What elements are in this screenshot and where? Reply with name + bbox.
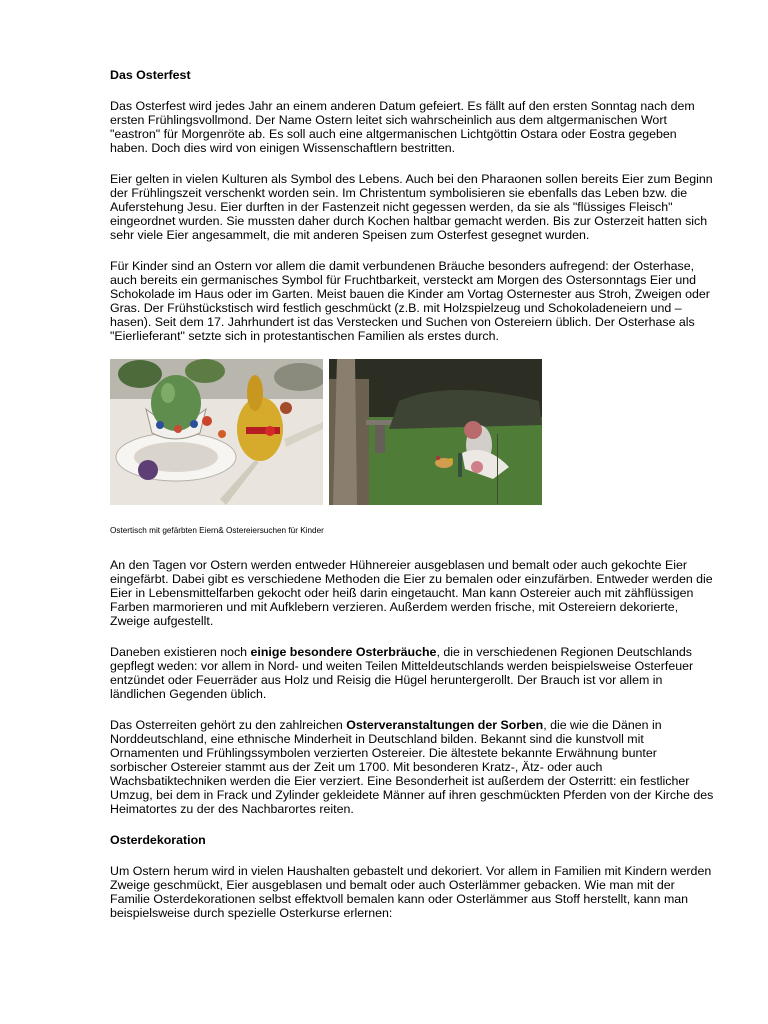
paragraph-decoration: Um Ostern herum wird in vielen Haushalten gebastelt und dekoriert. Vor allem in Familien mit Kindern werden Zweige geschmückt, Eier ausgeblasen und bemalt oder auch Osterlämmer gebacken. Wie man mit der Familie Osterdekorationen selbst effektvoll bemalen kann oder Osterlämmer aus Stoff herstellt, kann man beispielsweise durch spezielle Osterkurse erlernen: — [110, 864, 712, 921]
document-page — [110, 68, 715, 920]
paragraph-eggs: Eier gelten in vielen Kulturen als Symbol des Lebens. Auch bei den Pharaonen sollen bereits Eier zum Beginn der Frühlingszeit verschenkt worden sein. Im Christentum symbolisieren sie ebenfalls das Leben bzw. die Auferstehung Jesu. Eier durften in der Fastenzeit nicht gegessen werden, da sie als "flüssiges Fleisch" eingeordnet wurden. Sie mussten daher durch Kochen haltbar gemacht werden. Bis zur Osterzeit hatten sich sehr viele Eier angesammelt, die mit anderen Speisen zum Osterfest gesegnet wurden. — [110, 172, 713, 242]
text-before: Daneben existieren noch — [110, 645, 251, 660]
paragraph-painting: An den Tagen vor Ostern werden entweder Hühnereier ausgeblasen und bemalt oder auch gekochte Eier eingefärbt. Dabei gibt es verschiedene Methoden die Eier zu bemalen oder einzufärben. Entweder werden die Eier in Lebensmittelfarben gekocht oder heiß darin eingetaucht. Man kann Ostereier auch mit zähflüssigen Farben marmorieren und mit Aufklebern verzieren. Außerdem werden frische, mit Ostereiern dekorierte, Zweige aufgestellt. — [110, 558, 713, 629]
paragraph-intro: Das Osterfest wird jedes Jahr an einem anderen Datum gefeiert. Es fällt auf den ersten Sonntag nach dem ersten Frühlingsvollmond. Der Name Ostern leitet sich wahrscheinlich aus dem altgermanischen Wort "eastron" für Morgenröte ab. Es soll auch eine altgermanischen Lichtgöttin Ostara oder Eostra gegeben haben. Doch dies wird von einigen Wissenschaftlern bestritten. — [110, 99, 695, 155]
paragraph-customs — [110, 645, 715, 701]
photo-row — [110, 359, 715, 505]
text-before: Das Osterreiten gehört zu den zahlreichen — [110, 718, 347, 733]
section-heading: Osterdekoration — [110, 833, 206, 848]
easter-table-photo — [110, 359, 323, 505]
paragraph-sorbs — [110, 718, 715, 816]
page-title: Das Osterfest — [110, 68, 191, 82]
text-after: , die wie die Dänen in Norddeutschland, eine ethnische Minderheit in Deutschland bilden. Bekannt sind die kunstvoll mit Ornamenten und Frühlingssymbolen verzierten Ostereier. Die ältestete bekannte Erwähnung bunter sorbischer Ostereier stammt aus der Zeit um 1700. Mit besonderen Kratz-, Ätz- oder auch Wachsbatiktechniken werden die Eier verziert. Eine Besonderheit ist außerdem der Osterritt: ein festlicher Umzug, bei dem in Frack und Zylinder gekleidete Männer auf ihren geschmückten Pferden von der Kirche des Heimatortes zu der des Nachbarortes reiten. — [110, 718, 714, 817]
text-after: , die in verschiedenen Regionen Deutschlands gepflegt weden: vor allem in Nord- und weiten Teilen Mitteldeutschlands werden beispielsweise Osterfeuer entzündet oder Feuerräder aus Holz und Reisig die Hügel heruntergerollt. Der Brauch ist vor allem in ländlichen Gegenden üblich. — [110, 645, 694, 702]
paragraph-children: Für Kinder sind an Ostern vor allem die damit verbundenen Bräuche besonders aufregend: der Osterhase, auch bereits ein germanisches Symbol für Fruchtbarkeit, versteckt am Morgen des Ostersonntags Eier und Schokolade im Haus oder im Garten. Meist bauen die Kinder am Vortag Osternester aus Stroh, Zweigen oder Gras. Der Frühstückstisch wird festlich geschmückt (z.B. mit Holzspielzeug und Schokoladeneiern und –hasen). Seit dem 17. Jahrhundert ist das Verstecken und Suchen von Ostereiern üblich. Der Osterhase als "Eierlieferant" setzte sich in protestantischen Familien als erstes durch. — [110, 259, 710, 343]
bold-phrase: Osterveranstaltungen der Sorben — [346, 718, 544, 733]
bold-phrase: einige besondere Osterbräuche — [250, 645, 437, 660]
egg-hunt-photo — [329, 359, 542, 505]
photo-caption: Ostertisch mit gefärbten Eiern& Ostereiersuchen für Kinder — [110, 526, 324, 535]
